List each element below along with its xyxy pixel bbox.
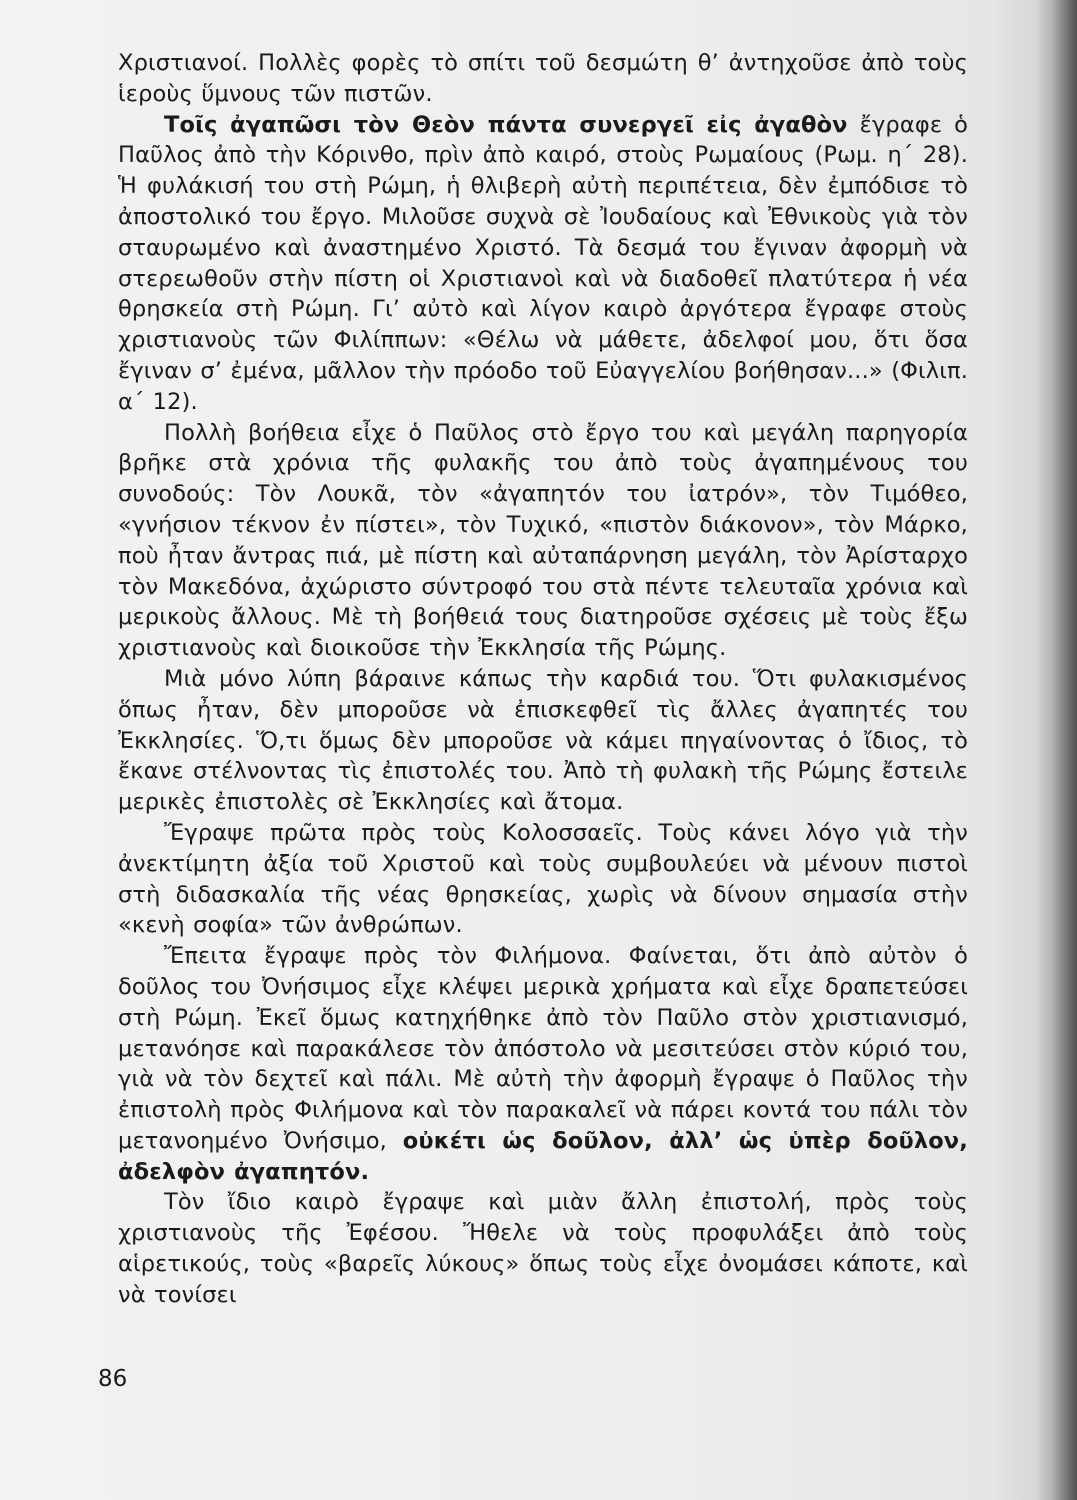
paragraph-2-text: ἔγραφε ὁ Παῦλος ἀπὸ τὴν Κόρινθο, πρὶν ἀπὸ καιρό, στοὺς Ρωμαίους (Ρωμ. η΄ 28). Ἡ φυλάκισή του στὴ Ρώμη, ἡ θλιβερὴ αὐτὴ περιπέτεια, δὲν ἐμπόδισε τὸ ἀποστολικό του ἔργο. Μιλοῦσε συχνὰ σὲ Ἰουδαίους καὶ Ἐθνικοὺς γιὰ τὸν σταυρωμένο καὶ ἀναστημένο Χριστό. Τὰ δεσμά του ἔγιναν ἀφορμὴ νὰ στερεωθοῦν στὴν πίστη οἱ Χριστιανοὶ καὶ νὰ διαδοθεῖ πλατύτερα ἡ νέα θρησκεία στὴ Ρώμη. Γι’ αὐτὸ καὶ λίγον καιρὸ ἀργότερα ἔγραφε στοὺς χριστιανοὺς τῶν Φιλίππων: «Θέλω νὰ μάθετε, ἀδελφοί μου, ὅτι ὅσα ἔγιναν σ’ ἐμένα, μᾶλλον τὴν πρόοδο τοῦ Εὐαγγελίου βοήθησαν...» (Φιλιπ. α΄ 12). — [118, 111, 969, 415]
paragraph-6-bold-quote: οὐκέτι ὡς δοῦλον, ἀλλ’ ὡς ὑπὲρ δοῦλον, ἀδελφὸν ἀγαπητόν. — [118, 1127, 968, 1185]
paragraph-7 — [118, 1187, 968, 1310]
paragraph-4 — [118, 664, 968, 818]
paragraph-7-text: Τὸν ἴδιο καιρὸ ἔγραψε καὶ μιὰν ἄλλη ἐπιστολή, πρὸς τοὺς χριστιανοὺς τῆς Ἐφέσου. Ἤθελε νὰ τοὺς προφυλάξει ἀπὸ τοὺς αἱρετικούς, τοὺς «βαρεῖς λύκους» ὅπως τοὺς εἶχε ὀνομάσει κάποτε, καὶ νὰ τονίσει — [118, 1189, 968, 1308]
paragraph-1-text-1: Χριστιανοί. Πολλὲς φορὲς τὸ σπίτι τοῦ δεσμώτη θ’ ἀντηχοῦσε ἀπὸ τοὺς ἱεροὺς ὕμνους τῶν πιστῶν. — [118, 50, 968, 107]
paragraph-2 — [118, 110, 968, 418]
paragraph-5-text: Ἔγραψε πρῶτα πρὸς τοὺς Κολοσσαεῖς. Τοὺς κάνει λόγο γιὰ τὴν ἀνεκτίμητη ἀξία τοῦ Χριστοῦ καὶ τοὺς συμβουλεύει νὰ μένουν πιστοὶ στὴ διδασκαλία τῆς νέας θρησκείας, χωρὶς νὰ δίνουν σημασία στὴν «κενὴ σοφία» τῶν ἀνθρώπων. — [118, 819, 968, 939]
paragraph-5 — [118, 818, 968, 941]
body-text — [118, 48, 968, 1311]
paragraph-2-bold-quote: Τοῖς ἀγαπῶσι τὸν Θεὸν πάντα συνεργεῖ εἰς ἀγαθὸν — [164, 111, 848, 138]
paragraph-1 — [118, 48, 968, 110]
page-number: 86 — [98, 1366, 128, 1392]
paragraph-3-text: Πολλὴ βοήθεια εἶχε ὁ Παῦλος στὸ ἔργο του καὶ μεγάλη παρηγορία βρῆκε στὰ χρόνια τῆς φυλακῆς του ἀπὸ τοὺς ἀγαπημένους του συνοδούς: Τὸν Λουκᾶ, τὸν «ἀγαπητόν του ἰατρόν», τὸν Τιμόθεο, «γνήσιον τέκνον ἐν πίστει», τὸν Τυχικό, «πιστὸν διάκονον», τὸν Μάρκο, ποὺ ἦταν ἄντρας πιά, μὲ πίστη καὶ αὐταπάρνηση μεγάλη, τὸν Ἀρίσταρχο τὸν Μακεδόνα, ἀχώριστο σύντροφό του στὰ πέντε τελευταῖα χρόνια καὶ μερικοὺς ἄλλους. Μὲ τὴ βοήθειά τους διατηροῦσε σχέσεις μὲ τοὺς ἔξω χριστιανοὺς καὶ διοικοῦσε τὴν Ἐκκλησία τῆς Ρώμης. — [118, 419, 968, 662]
paragraph-3 — [118, 418, 968, 664]
paragraph-6-text: Ἔπειτα ἔγραψε πρὸς τὸν Φιλήμονα. Φαίνεται, ὅτι ἀπὸ αὐτὸν ὁ δοῦλος του Ὀνήσιμος εἶχε κλέψει μερικὰ χρήματα καὶ εἶχε δραπετεύσει στὴ Ρώμη. Ἐκεῖ ὅμως κατηχήθηκε ἀπὸ τὸν Παῦλο στὸν χριστιανισμό, μετανόησε καὶ παρακάλεσε τὸν ἀπόστολο νὰ μεσιτεύσει στὸν κύριό του, γιὰ νὰ τὸν δεχτεῖ καὶ πάλι. Μὲ αὐτὴ τὴν ἀφορμὴ ἔγραψε ὁ Παῦλος τὴν ἐπιστολὴ πρὸς Φιλήμονα καὶ τὸν παρακαλεῖ νὰ πάρει κοντά του πάλι τὸν μετανοημένο Ὀνήσιμο, — [118, 943, 968, 1154]
binding-shadow — [1035, 0, 1077, 1500]
paragraph-6 — [118, 941, 968, 1187]
paragraph-4-text: Μιὰ μόνο λύπη βάραινε κάπως τὴν καρδιά του. Ὅτι φυλακισμένος ὅπως ἦταν, δὲν μποροῦσε νὰ ἐπισκεφθεῖ τὶς ἄλλες ἀγαπητές του Ἐκκλησίες. Ὅ,τι ὅμως δὲν μποροῦσε νὰ κάμει πηγαίνοντας ὁ ἴδιος, τὸ ἔκανε στέλνοντας τὶς ἐπιστολές του. Ἀπὸ τὴ φυλακὴ τῆς Ρώμης ἔστειλε μερικὲς ἐπιστολὲς σὲ Ἐκκλησίες καὶ ἄτομα. — [118, 665, 968, 816]
